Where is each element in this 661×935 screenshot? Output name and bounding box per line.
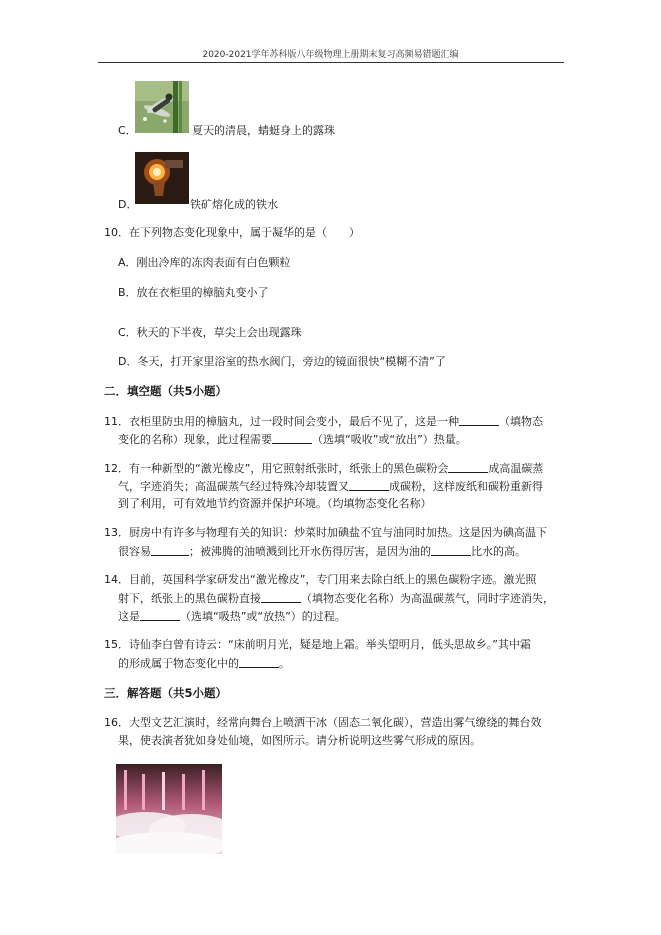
q10-option-d: D．冬天，打开家里浴室的热水阀门，旁边的镜面很快“模糊不清”了 xyxy=(118,355,446,368)
q15-text-2a: 的形成属于物态变化中的 xyxy=(118,657,239,670)
q13-text-2a: 很容易 xyxy=(118,545,151,558)
dragonfly-dew-image xyxy=(135,81,189,133)
option-d-label: D． xyxy=(118,198,138,211)
question-10-stem: 10．在下列物态变化现象中，属于凝华的是（ ） xyxy=(104,226,360,239)
question-15-line-2 xyxy=(118,656,290,671)
q13-text-2c: 比水的高。 xyxy=(471,545,526,558)
question-14-line-3 xyxy=(118,609,346,624)
header-divider xyxy=(98,62,564,63)
question-12-line-2 xyxy=(118,479,543,494)
q10-option-c: C．秋天的下半夜，草尖上会出现露珠 xyxy=(118,326,302,339)
section-title-solution: 三．解答题（共5小题） xyxy=(104,686,228,700)
answer-blank xyxy=(151,544,189,556)
stage-fog-image xyxy=(116,764,222,854)
option-c-text: 夏天的清晨，蜻蜓身上的露珠 xyxy=(192,124,335,137)
q11-text-1a: 11．衣柜里防虫用的樟脑丸，过一段时间会变小，最后不见了，这是一种 xyxy=(104,415,459,428)
q16-text-1: 16．大型文艺汇演时，经常向舞台上喷洒干冰（固态二氧化碳），营造出雾气缭绕的舞台效 xyxy=(104,716,542,729)
q11-text-1b: （填物态 xyxy=(499,415,543,428)
answer-blank xyxy=(239,656,279,668)
answer-blank xyxy=(349,479,389,491)
q10-option-a: A．刚出冷库的冻肉表面有白色颗粒 xyxy=(118,256,291,269)
answer-blank xyxy=(140,609,180,621)
q13-text-2b: ；被沸腾的油喷溅到比开水伤得厉害，是因为油的 xyxy=(189,545,431,558)
question-12-line-1 xyxy=(104,461,543,476)
answer-blank xyxy=(272,432,312,444)
molten-iron-image xyxy=(135,152,189,204)
page-header: 2020-2021学年苏科版八年级物理上册期末复习高频易错题汇编 xyxy=(202,50,459,60)
q13-text-1: 13．厨房中有许多与物理有关的知识：炒菜时加碘盐不宜与油同时加热。这是因为碘高温下 xyxy=(104,526,547,539)
q14-text-2a: 射下，纸张上的黑色碳粉直接 xyxy=(118,592,261,605)
q11-text-2b: （选填“吸收”或“放出”）热量。 xyxy=(312,433,467,446)
q12-text-2b: 成碳粉，这样废纸和碳粉重新得 xyxy=(389,480,543,493)
q14-text-1: 14．目前，英国科学家研发出“激光橡皮”，专门用来去除白纸上的黑色碳粉字迹。激光照 xyxy=(104,573,537,586)
answer-blank xyxy=(459,414,499,426)
question-13-line-2 xyxy=(118,544,526,559)
q15-text-1: 15．诗仙李白曾有诗云：“床前明月光，疑是地上霜。举头望明月，低头思故乡。”其中霜 xyxy=(104,638,531,651)
answer-blank xyxy=(448,461,488,473)
section-title-fill-blank: 二．填空题（共5小题） xyxy=(104,384,228,398)
q10-option-b: B．放在衣柜里的樟脑丸变小了 xyxy=(118,286,269,299)
q12-text-3: 到了利用，可有效地节约资源并保护环境。（均填物态变化名称） xyxy=(118,497,432,510)
q16-text-2: 果，使表演者犹如身处仙境，如图所示。请分析说明这些雾气形成的原因。 xyxy=(118,734,481,747)
q14-text-3a: 这是 xyxy=(118,610,140,623)
option-c-label: C． xyxy=(118,124,137,137)
option-d-text: 铁矿熔化成的铁水 xyxy=(190,198,278,211)
question-11-line-1 xyxy=(104,414,543,429)
question-11-line-2 xyxy=(118,432,467,447)
q12-text-1a: 12．有一种新型的“激光橡皮”，用它照射纸张时，纸张上的黑色碳粉会 xyxy=(104,462,449,475)
q12-text-2a: 气，字迹消失；高温碳蒸气经过特殊冷却装置又 xyxy=(118,480,349,493)
q11-text-2a: 变化的名称）现象，此过程需要 xyxy=(118,433,272,446)
answer-blank xyxy=(261,591,301,603)
q15-text-2b: 。 xyxy=(279,657,290,670)
q14-text-3b: （选填“吸热”或“放热”）的过程。 xyxy=(180,610,346,623)
question-14-line-2 xyxy=(118,591,554,606)
q14-text-2b: （填物态变化名称）为高温碳蒸气，同时字迹消失， xyxy=(301,592,554,605)
q12-text-1b: 成高温碳蒸 xyxy=(488,462,544,475)
answer-blank xyxy=(431,544,471,556)
